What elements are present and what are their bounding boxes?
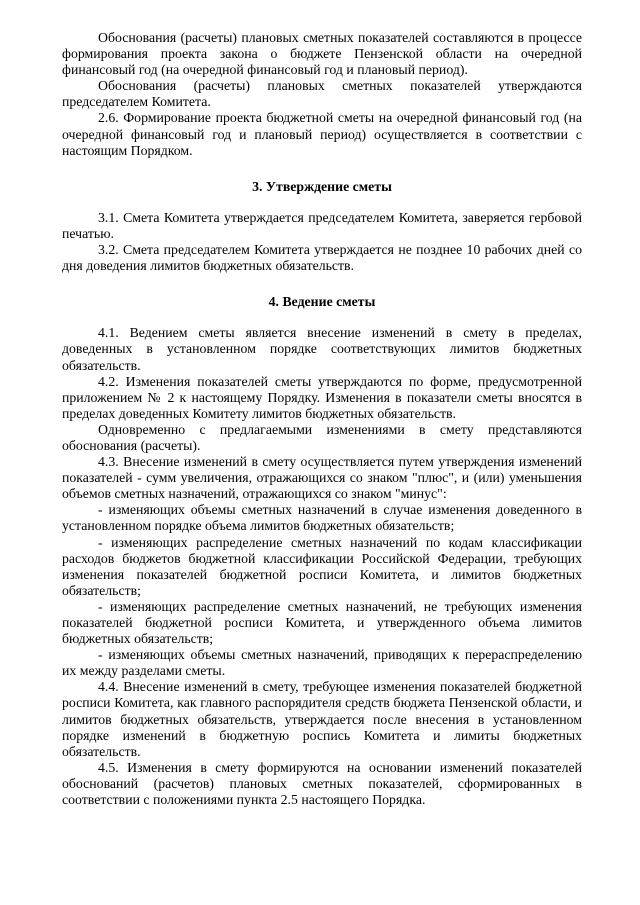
paragraph-4-4: 4.4. Внесение изменений в смету, требующее изменения показателей бюджетной росписи Комитета, как главного распорядителя средств бюджета Пензенской области, и лимитов бюджетных обязательств, утверждается после внесения в установленном порядке изменений в бюджетную роспись Комитета и лимиты бюджетных обязательств. [62, 679, 582, 759]
list-item-changing-distribution-requiring: - изменяющих распределение сметных назначений по кодам классификации расходов бюджетов бюджетной классификации Российской Федерации, требующих изменения показателей бюджетной росписи Комитета, и лимитов бюджетных обязательств; [62, 534, 582, 598]
paragraph-4-5: 4.5. Изменения в смету формируются на основании изменений показателей обоснований (расчетов) плановых сметных показателей, сформированных в соответствии с положениями пункта 2.5 настоящего Порядка. [62, 759, 582, 808]
paragraph-4-2: 4.2. Изменения показателей сметы утверждаются по форме, предусмотренной приложением № 2 к настоящему Порядку. Изменения в показатели сметы вносятся в пределах доведенных Комитету лимитов бюджетных обязательств. [62, 373, 582, 421]
spacer [62, 310, 582, 325]
document-body [62, 30, 582, 808]
paragraph-4-3: 4.3. Внесение изменений в смету осуществляется путем утверждения изменений показателей - сумм увеличения, отражающихся со знаком "плюс", и (или) уменьшения объемов сметных назначений, отражающихся со знаком "минус": [62, 454, 582, 502]
list-item-changing-volumes: - изменяющих объемы сметных назначений в случае изменения доведенного в установленном порядке объема лимитов бюджетных обязательств; [62, 502, 582, 534]
paragraph-intro-2: Обоснования (расчеты) плановых сметных показателей утверждаются председателем Комитета. [62, 78, 582, 110]
section-3-heading: 3. Утверждение сметы [252, 178, 392, 194]
spacer [62, 159, 582, 179]
list-item-changing-distribution-not-requiring: - изменяющих распределение сметных назначений, не требующих изменения показателей бюджетной росписи Комитета, и утвержденного объема лимитов бюджетных обязательств; [62, 598, 582, 647]
list-item-redistribution: - изменяющих объемы сметных назначений, приводящих к перераспределению их между разделами сметы. [62, 647, 582, 679]
paragraph-3-1: 3.1. Смета Комитета утверждается председателем Комитета, заверяется гербовой печатью. [62, 209, 582, 241]
paragraph-2-6: 2.6. Формирование проекта бюджетной сметы на очередной финансовый год (на очередной финансовый год и плановый период) осуществляется в соответствии с настоящим Порядком. [62, 110, 582, 158]
paragraph-intro-1: Обоснования (расчеты) плановых сметных показателей составляются в процессе формирования проекта закона о бюджете Пензенской области на очередной финансовый год (на очередной финансовый год и плановый период). [62, 30, 582, 78]
paragraph-3-2: 3.2. Смета председателем Комитета утверждается не позднее 10 рабочих дней со дня доведения лимитов бюджетных обязательств. [62, 242, 582, 274]
paragraph-4-2-justifications: Одновременно с предлагаемыми изменениями в смету представляются обоснования (расчеты). [62, 421, 582, 453]
paragraph-4-1: 4.1. Ведением сметы является внесение изменений в смету в пределах, доведенных в установленном порядке соответствующих лимитов бюджетных обязательств. [62, 325, 582, 373]
spacer [62, 274, 582, 294]
section-4-heading: 4. Ведение сметы [268, 294, 376, 310]
spacer [62, 195, 582, 210]
